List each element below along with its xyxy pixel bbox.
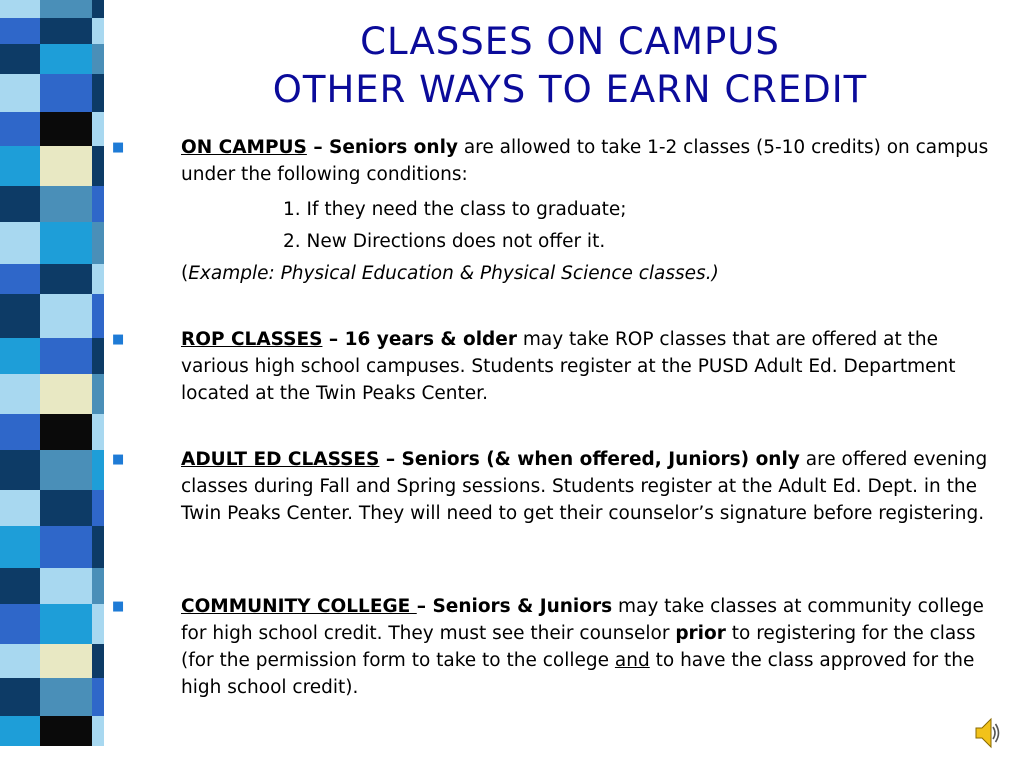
stripe-cell: [0, 526, 40, 568]
stripe-cell: [40, 526, 92, 568]
stripe-cell: [92, 0, 104, 18]
on-campus-dash: –: [306, 137, 330, 158]
stripe-cell: [40, 678, 92, 716]
stripe-cell: [0, 146, 40, 186]
on-campus-qualifier: Seniors only: [329, 137, 458, 158]
community-college-text-3: to have the class approved for the high school credit).: [181, 650, 975, 698]
stripe-cell: [40, 716, 92, 746]
stripe-cell: [0, 0, 40, 18]
stripe-cell: [40, 604, 92, 644]
square-bullet-icon: ■: [112, 332, 125, 347]
stripe-cell: [92, 414, 104, 450]
stripe-cell: [0, 18, 40, 44]
adult-ed-text: are offered evening classes during Fall and Spring sessions. Students register at the Adult Ed. Dept. in the Twin Peaks Center. They will need to get their counselor’s signature before registering.: [181, 449, 988, 524]
stripe-cell: [40, 222, 92, 264]
rop-paragraph: [181, 326, 996, 407]
community-college-text-2: to registering for the class (for the permission form to take to the college: [181, 623, 976, 671]
stripe-cell: [0, 414, 40, 450]
stripe-cell: [0, 264, 40, 294]
decorative-stripe-border: [0, 0, 120, 768]
adult-ed-paragraph: [181, 446, 996, 527]
stripe-cell: [0, 374, 40, 414]
on-campus-condition-2: 2. New Directions does not offer it.: [283, 231, 606, 252]
stripe-cell: [40, 414, 92, 450]
on-campus-condition-1: 1. If they need the class to graduate;: [283, 199, 627, 220]
adult-ed-heading: ADULT ED CLASSES: [181, 449, 380, 470]
stripe-cell: [40, 74, 92, 112]
rop-qualifier: 16 years & older: [344, 329, 517, 350]
stripe-cell: [0, 604, 40, 644]
stripe-cell: [92, 678, 104, 716]
title-line-2: OTHER WAYS TO EARN CREDIT: [272, 68, 868, 111]
stripe-cell: [40, 374, 92, 414]
on-campus-heading: ON CAMPUS: [181, 137, 307, 158]
stripe-cell: [0, 338, 40, 374]
stripe-cell: [40, 490, 92, 526]
adult-ed-qualifier: Seniors (& when offered, Juniors) only: [401, 449, 800, 470]
on-campus-paragraph: [181, 134, 996, 188]
stripe-cell: [0, 74, 40, 112]
speaker-icon[interactable]: [974, 716, 1000, 750]
stripe-cell: [92, 264, 104, 294]
stripe-cell: [40, 568, 92, 604]
stripe-cell: [92, 112, 104, 146]
adult-ed-dash: –: [379, 449, 402, 470]
stripe-cell: [0, 490, 40, 526]
square-bullet-icon: ■: [112, 140, 125, 155]
stripe-cell: [92, 716, 104, 746]
rop-heading: ROP CLASSES: [181, 329, 323, 350]
stripe-cell: [40, 146, 92, 186]
slide-title: [120, 18, 1020, 114]
on-campus-text: are allowed to take 1-2 classes (5-10 credits) on campus under the following conditions:: [181, 137, 989, 185]
stripe-cell: [92, 146, 104, 186]
stripe-cell: [40, 294, 92, 338]
stripe-cell: [92, 568, 104, 604]
community-college-prior: prior: [675, 623, 726, 644]
community-college-text-1: may take classes at community college for high school credit. They must see their counselor: [181, 596, 984, 644]
stripe-cell: [0, 222, 40, 264]
stripe-cell: [0, 644, 40, 678]
on-campus-example: [181, 260, 996, 287]
stripe-cell: [92, 604, 104, 644]
stripe-cell: [0, 568, 40, 604]
stripe-cell: [40, 264, 92, 294]
stripe-cell: [40, 44, 92, 74]
stripe-cell: [92, 186, 104, 222]
square-bullet-icon: ■: [112, 452, 125, 467]
stripe-cell: [92, 644, 104, 678]
community-college-paragraph: [181, 593, 996, 701]
stripe-cell: [40, 18, 92, 44]
rop-dash: –: [322, 329, 345, 350]
stripe-cell: [92, 526, 104, 568]
community-college-dash: –: [416, 596, 433, 617]
title-line-1: CLASSES ON CAMPUS: [360, 20, 780, 63]
community-college-qualifier: Seniors & Juniors: [432, 596, 613, 617]
stripe-cell: [40, 112, 92, 146]
stripe-cell: [40, 338, 92, 374]
stripe-cell: [40, 450, 92, 490]
rop-text: may take ROP classes that are offered at the various high school campuses. Students register at the PUSD Adult Ed. Department located at the Twin Peaks Center.: [181, 329, 956, 404]
stripe-cell: [92, 222, 104, 264]
stripe-cell: [92, 74, 104, 112]
on-campus-example-text: Example: Physical Education & Physical Science classes.): [188, 263, 719, 284]
stripe-cell: [92, 44, 104, 74]
stripe-cell: [0, 450, 40, 490]
stripe-cell: [92, 338, 104, 374]
community-college-and: and: [614, 650, 650, 671]
stripe-cell: [92, 294, 104, 338]
stripe-cell: [0, 44, 40, 74]
stripe-cell: [92, 450, 104, 490]
square-bullet-icon: ■: [112, 599, 125, 614]
stripe-cell: [92, 490, 104, 526]
stripe-cell: [40, 644, 92, 678]
stripe-cell: [0, 678, 40, 716]
stripe-cell: [92, 18, 104, 44]
community-college-heading: COMMUNITY COLLEGE: [181, 596, 417, 617]
on-campus-example-open: (: [181, 263, 189, 284]
stripe-cell: [92, 374, 104, 414]
stripe-cell: [40, 0, 92, 18]
stripe-cell: [0, 294, 40, 338]
stripe-cell: [0, 186, 40, 222]
stripe-cell: [0, 716, 40, 746]
stripe-cell: [40, 186, 92, 222]
stripe-cell: [0, 112, 40, 146]
